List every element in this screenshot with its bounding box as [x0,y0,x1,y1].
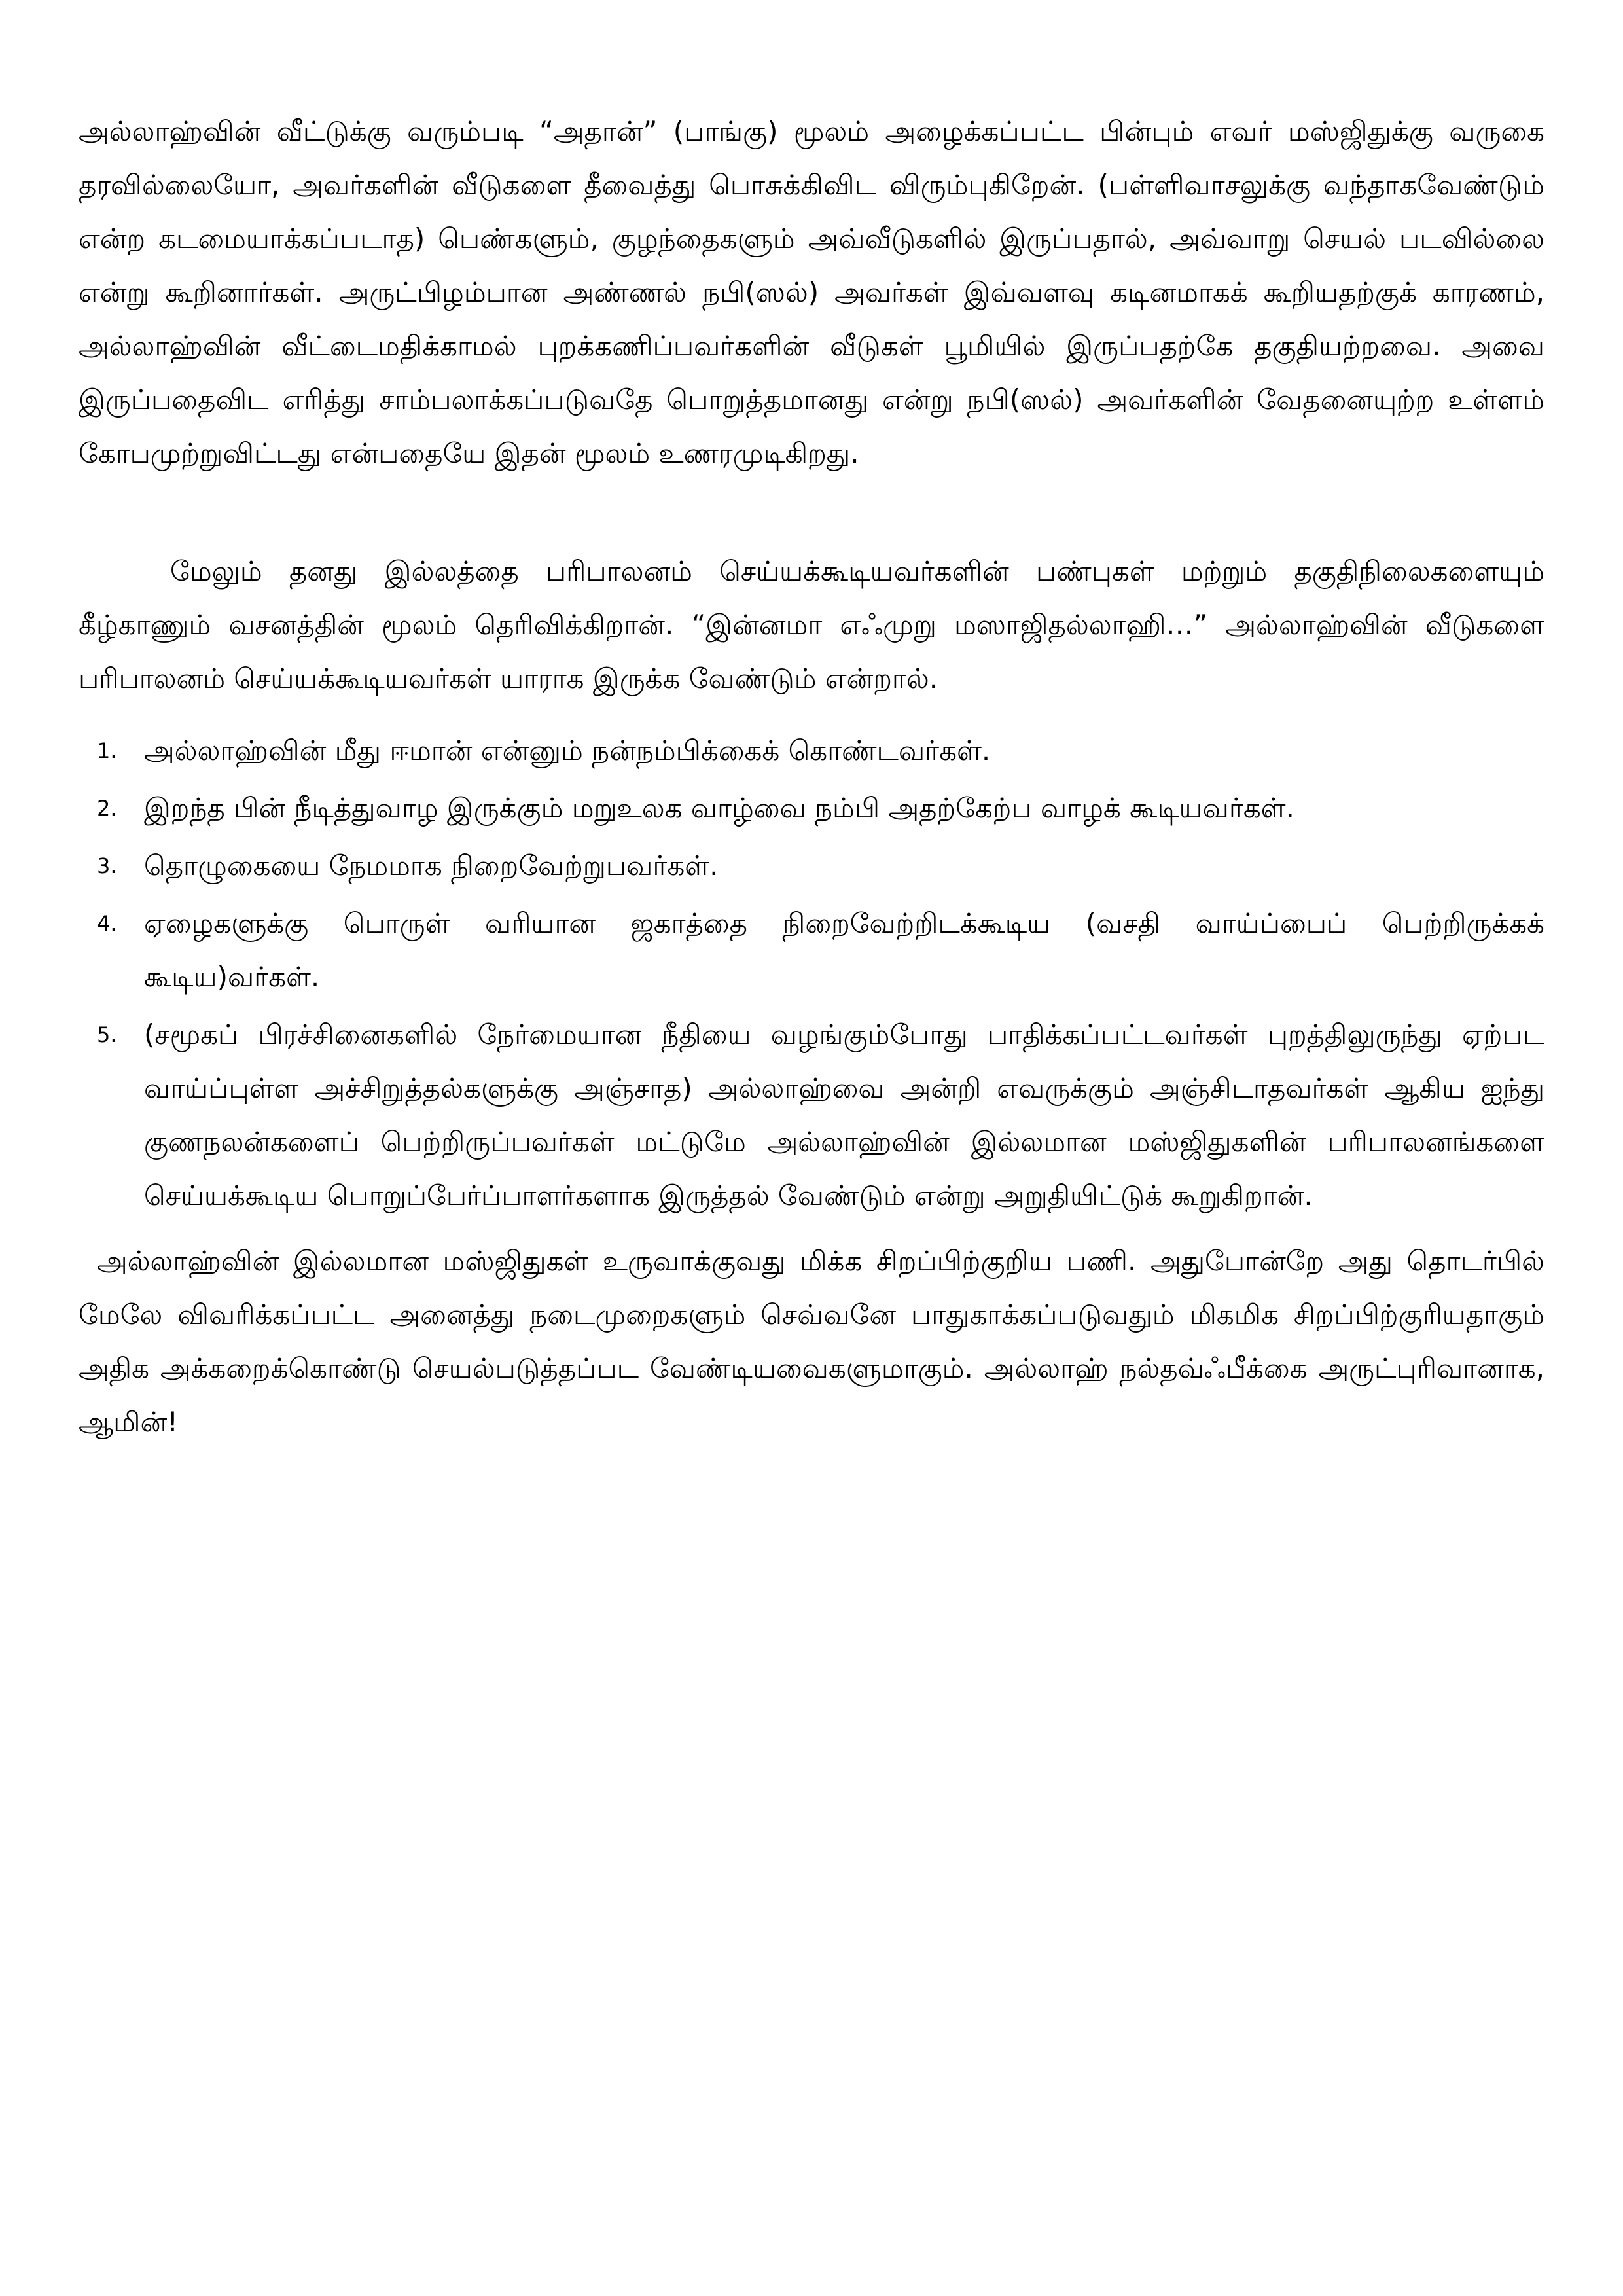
list-item [79,781,1544,835]
paragraph-verse-intro: மேலும் தனது இல்லத்தை பரிபாலனம் செய்யக்கூடியவர்களின் பண்புகள் மற்றும் தகுதிநிலைகளையும் கீழ்காணும் வசனத்தின் மூலம் தெரிவிக்கிறான். “இன்னமா எஃமுறு மஸாஜிதல்லாஹி…” அல்லாஹ்வின் வீடுகளை பரிபாலனம் செய்யக்கூடியவர்கள் யாராக இருக்க வேண்டும் என்றால். [79,555,1544,694]
list-item-text: அல்லாஹ்வின் மீது ஈமான் என்னும் நன்நம்பிக்கைக் கொண்டவர்கள். [144,734,991,766]
list-item-number: 2. [97,796,117,821]
list-item-number: 1. [97,738,117,763]
paragraph-closing: அல்லாஹ்வின் இல்லமான மஸ்ஜிதுகள் உருவாக்குவது மிக்க சிறப்பிற்குறிய பணி. அதுபோன்றே அது தொடர்பில் மேலே விவரிக்கப்பட்ட அனைத்து நடைமுறைகளும் செவ்வனே பாதுகாக்கப்படுவதும் மிகமிக சிறப்பிற்குரியதாகும் அதிக அக்கறைக்கொண்டு செயல்படுத்தப்பட வேண்டியவைகளுமாகும். அல்லாஹ் நல்தவ்ஃபீக்கை அருட்புரிவானாக, ஆமின்! [79,1245,1544,1438]
list-item [79,1008,1544,1223]
list-item-text: ஏழைகளுக்கு பொருள் வரியான ஜகாத்தை நிறைவேற்றிடக்கூடிய (வசதி வாய்ப்பைப் பெற்றிருக்கக் கூடிய)வர்கள். [144,907,1544,993]
list-item-text: இறந்த பின் நீடித்துவாழ இருக்கும் மறுஉலக வாழ்வை நம்பி அதற்கேற்ப வாழக் கூடியவர்கள். [144,792,1294,824]
document-page [79,105,1544,1449]
list-item-number: 4. [97,911,117,936]
list-item [79,724,1544,778]
list-item-number: 3. [97,853,117,878]
paragraph-hadith-explanation: அல்லாஹ்வின் வீட்டுக்கு வரும்படி “அதான்” (பாங்கு) மூலம் அழைக்கப்பட்ட பின்பும் எவர் மஸ்ஜிதுக்கு வருகை தரவில்லையோ, அவர்களின் வீடுகளை தீவைத்து பொசுக்கிவிட விரும்புகிறேன். (பள்ளிவாசலுக்கு வந்தாகவேண்டும் என்ற கடமையாக்கப்படாத) பெண்களும், குழந்தைகளும் அவ்வீடுகளில் இருப்பதால், அவ்வாறு செயல் படவில்லை என்று கூறினார்கள். அருட்பிழம்பான அண்ணல் நபி(ஸல்) அவர்கள் இவ்வளவு கடினமாகக் கூறியதற்குக் காரணம், அல்லாஹ்வின் வீட்டைமதிக்காமல் புறக்கணிப்பவர்களின் வீடுகள் பூமியில் இருப்பதற்கே தகுதியற்றவை. அவை இருப்பதைவிட எரித்து சாம்பலாக்கப்படுவதே பொறுத்தமானது என்று நபி(ஸல்) அவர்களின் வேதனையுற்ற உள்ளம் கோபமுற்றுவிட்டது என்பதையே இதன் மூலம் உணரமுடிகிறது. [79,115,1544,469]
list-item-text: தொழுகையை நேமமாக நிறைவேற்றுபவர்கள். [144,850,719,882]
list-item-text: (சமூகப் பிரச்சினைகளில் நேர்மையான நீதியை வழங்கும்போது பாதிக்கப்பட்டவர்கள் புறத்திலுருந்து ஏற்பட வாய்ப்புள்ள அச்சிறுத்தல்களுக்கு அஞ்சாத) அல்லாஹ்வை அன்றி எவருக்கும் அஞ்சிடாதவர்கள் ஆகிய ஐந்து குணநலன்களைப் பெற்றிருப்பவர்கள் மட்டுமே அல்லாஹ்வின் இல்லமான மஸ்ஜிதுகளின் பரிபாலனங்களை செய்யக்கூடிய பொறுப்பேர்ப்பாளர்களாக இருத்தல் வேண்டும் என்று அறுதியிட்டுக் கூறுகிறான். [144,1018,1544,1211]
list-item-number: 5. [97,1022,117,1047]
criteria-list [79,724,1544,1223]
list-item [79,839,1544,893]
list-item [79,897,1544,1004]
